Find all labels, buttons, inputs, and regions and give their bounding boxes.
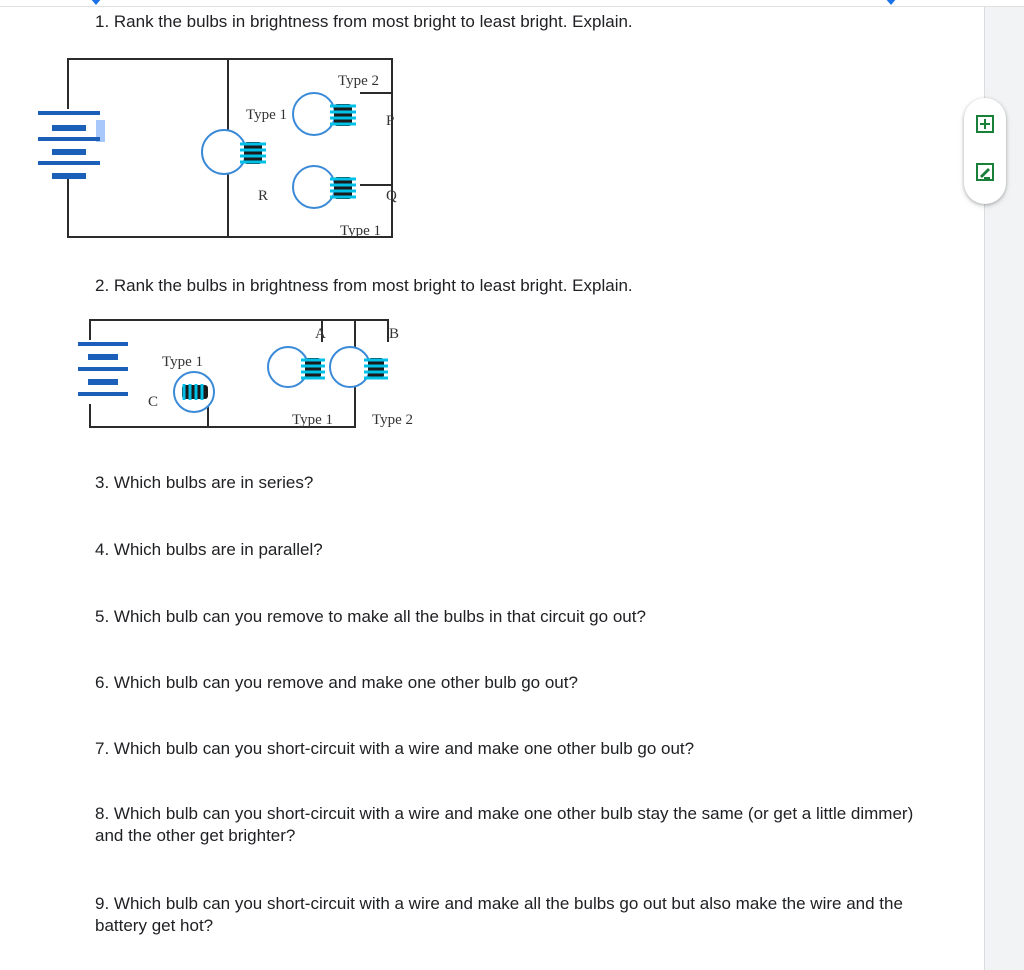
bulb-p-icon [293, 93, 356, 135]
circuit-1-label-r: R [258, 188, 269, 204]
battery-2-icon [78, 342, 128, 396]
question-6: 6. Which bulb can you remove and make one other bulb go out? [95, 673, 578, 692]
question-1: 1. Rank the bulbs in brightness from most bright to least bright. Explain. [95, 12, 633, 31]
question-2: 2. Rank the bulbs in brightness from most bright to least bright. Explain. [95, 276, 633, 295]
circuit-1-label-type2-top: Type 2 [338, 73, 380, 89]
floating-side-toolbar [964, 98, 1006, 204]
question-7: 7. Which bulb can you short-circuit with a wire and make one other bulb go out? [95, 739, 695, 758]
question-3: 3. Which bulbs are in series? [95, 473, 314, 492]
bulb-c-icon [174, 372, 214, 412]
circuit-2-label-b: B [389, 326, 400, 342]
document-page[interactable] [0, 7, 985, 970]
ruler-marker-right[interactable] [885, 0, 897, 5]
question-9: 9. Which bulb can you short-circuit with a wire and make all the bulbs go out but also make the wire and the battery get hot? [95, 894, 903, 935]
circuit-1-label-type1-bottom: Type 1 [340, 223, 382, 239]
circuit-1-diagram [30, 47, 430, 247]
question-4: 4. Which bulbs are in parallel? [95, 540, 323, 559]
circuit-1-label-q: Q [386, 188, 397, 204]
circuit-2-label-type1-left: Type 1 [162, 354, 204, 370]
question-5: 5. Which bulb can you remove to make all the bulbs in that circuit go out? [95, 607, 646, 626]
bulb-b-icon [330, 347, 388, 387]
bulb-q-icon [293, 166, 356, 208]
suggest-edit-icon[interactable] [975, 162, 995, 182]
circuit-2-label-type2-bottom: Type 2 [372, 412, 414, 428]
battery-icon [38, 111, 100, 179]
circuit-1-label-p: P [386, 113, 395, 129]
circuit-2-label-c: C [148, 394, 159, 410]
ruler [0, 0, 1024, 7]
add-comment-icon[interactable] [975, 114, 995, 134]
circuit-2-label-type1-bottom: Type 1 [292, 412, 334, 428]
circuit-1-label-type1-left: Type 1 [246, 107, 288, 123]
bulb-a-icon [268, 347, 325, 387]
circuit-2-diagram [50, 312, 430, 432]
question-8: 8. Which bulb can you short-circuit with a wire and make one other bulb stay the same (or get a little dimmer) and the other get brighter? [95, 804, 914, 845]
circuit-2-label-a: A [315, 326, 326, 342]
bulb-r-icon [202, 130, 266, 174]
ruler-marker-indent[interactable] [90, 0, 102, 5]
circuit-2-top-wire [90, 320, 388, 342]
